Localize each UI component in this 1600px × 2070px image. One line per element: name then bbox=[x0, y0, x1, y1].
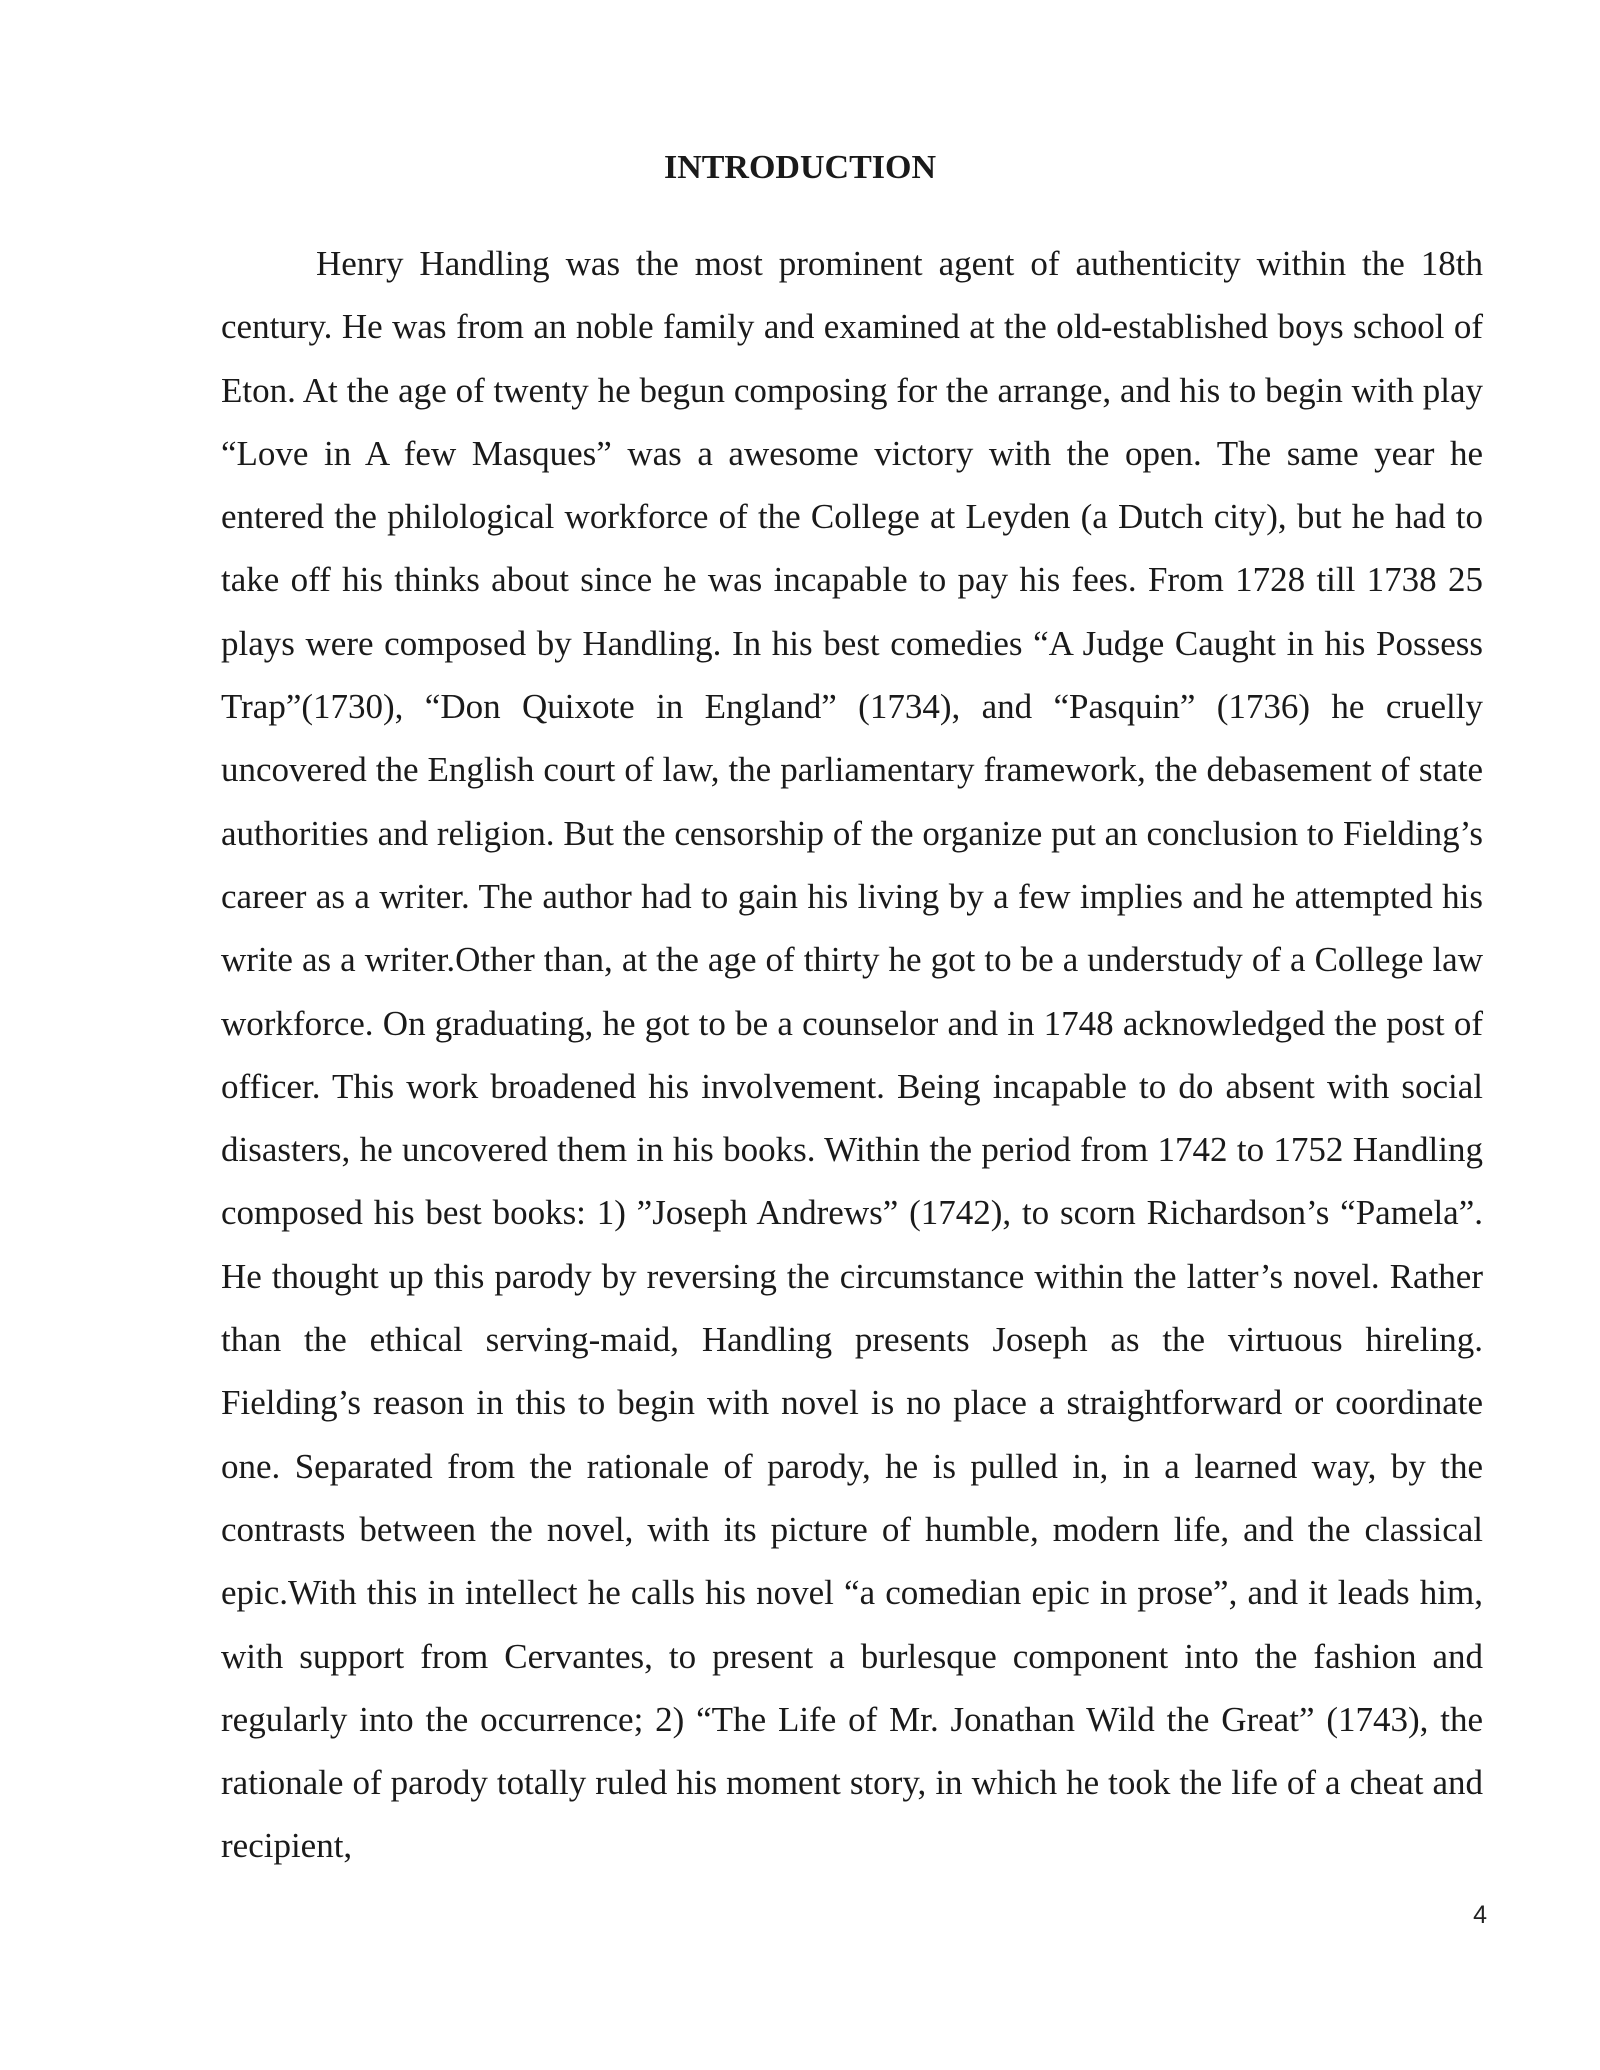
body-paragraph: Henry Handling was the most prominent agent of authenticity within the 18th century. He was from an noble family and examined at the old-established boys school of Eton. At the age of twenty he begun composing for the arrange, and his to begin with play “Love in A few Masques” was a awesome victory with the open. The same year he entered the philological workforce of the College at Leyden (a Dutch city), but he had to take off his thinks about since he was incapable to pay his fees. From 1728 till 1738 25 plays were composed by Handling. In his best comedies “A Judge Caught in his Possess Trap”(1730), “Don Quixote in England” (1734), and “Pasquin” (1736) he cruelly uncovered the English court of law, the parliamentary framework, the debasement of state authorities and religion. But the censorship of the organize put an conclusion to Fielding’s career as a writer. The author had to gain his living by a few implies and he attempted his write as a writer.Other than, at the age of thirty he got to be a understudy of a College law workforce. On graduating, he got to be a counselor and in 1748 acknowledged the post of officer. This work broadened his involvement. Being incapable to do absent with social disasters, he uncovered them in his books. Within the period from 1742 to 1752 Handling composed his best books: 1) ”Joseph Andrews” (1742), to scorn Richardson’s “Pamela”. He thought up this parody by reversing the circumstance within the latter’s novel. Rather than the ethical serving-maid, Handling presents Joseph as the virtuous hireling. Fielding’s reason in this to begin with novel is no place a straightforward or coordinate one. Separated from the rationale of parody, he is pulled in, in a learned way, by the contrasts between the novel, with its picture of humble, modern life, and the classical epic.With this in intellect he calls his novel “a comedian epic in prose”, and it leads him, with support from Cervantes, to present a burlesque component into the fashion and regularly into the occurrence; 2) “The Life of Mr. Jonathan Wild the Great” (1743), the rationale of parody totally ruled his moment story, in which he took the life of a cheat and recipient, bbox=[221, 244, 1483, 1866]
section-heading: INTRODUCTION bbox=[663, 149, 937, 186]
page-number: 4 bbox=[1473, 1901, 1487, 1929]
